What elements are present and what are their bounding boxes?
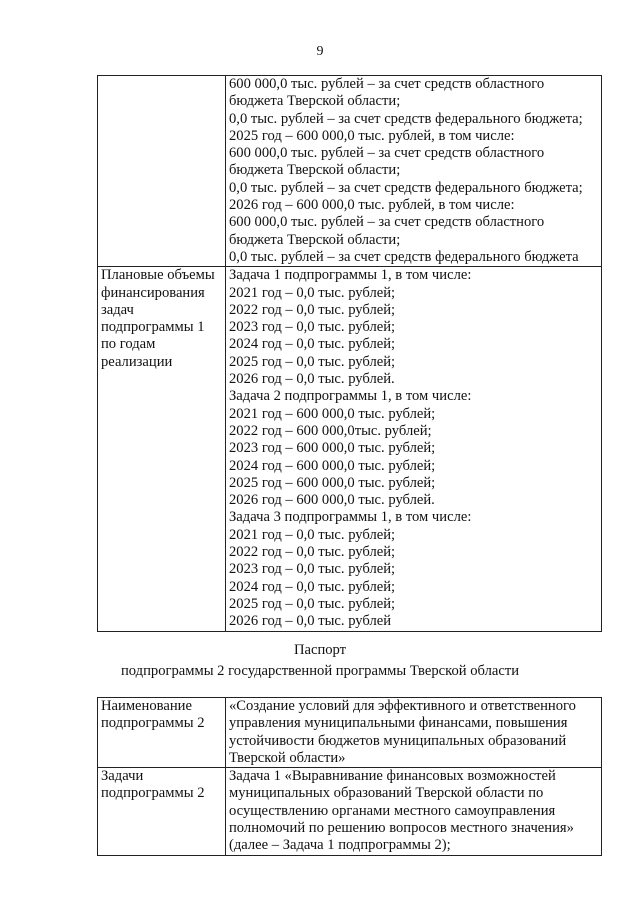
- text-line: Задача 1 «Выравнивание финансовых возможностей: [229, 768, 556, 785]
- passport-title: Паспорт: [293, 642, 347, 658]
- text-line: 2021 год – 600 000,0 тыс. рублей;: [229, 405, 436, 422]
- table-cell-value: [226, 267, 602, 631]
- text-line: Задача 1 подпрограммы 1, в том числе:: [229, 267, 472, 284]
- text-line: 2022 год – 0,0 тыс. рублей;: [229, 301, 396, 318]
- text-line: 2022 год – 0,0 тыс. рублей;: [229, 544, 396, 561]
- label-line: подпрограммы 2: [101, 785, 205, 802]
- table-cell-value: [226, 76, 602, 267]
- text-line: 2026 год – 0,0 тыс. рублей.: [229, 371, 395, 388]
- text-line: устойчивости бюджетов муниципальных образований: [229, 732, 567, 749]
- text-line: Задача 3 подпрограммы 1, в том числе:: [229, 509, 472, 526]
- label-line: финансирования: [101, 284, 205, 301]
- text-line: Тверской области»: [229, 749, 346, 766]
- text-line: 2023 год – 0,0 тыс. рублей;: [229, 319, 396, 336]
- label-line: подпрограммы 1: [101, 319, 205, 336]
- text-line: «Создание условий для эффективного и ответственного: [229, 698, 576, 714]
- text-line: 2025 год – 600 000,0 тыс. рублей;: [229, 474, 436, 491]
- text-line: 600 000,0 тыс. рублей – за счет средств областного: [229, 145, 545, 162]
- table-cell-value: [226, 698, 602, 768]
- label-line: по годам: [101, 336, 156, 353]
- table-row: [98, 76, 602, 267]
- text-line: 0,0 тыс. рублей – за счет средств федерального бюджета: [229, 248, 579, 265]
- text-line: бюджета Тверской области;: [229, 231, 401, 248]
- passport-table: [97, 697, 602, 856]
- financing-table: [97, 75, 602, 632]
- text-line: 2024 год – 0,0 тыс. рублей;: [229, 336, 396, 353]
- text-line: 2025 год – 0,0 тыс. рублей;: [229, 595, 396, 612]
- label-line: реализации: [101, 353, 173, 370]
- text-line: 0,0 тыс. рублей – за счет средств федерального бюджета;: [229, 179, 583, 196]
- table-cell-label: [98, 768, 226, 855]
- text-line: Задача 2 подпрограммы 1, в том числе:: [229, 388, 472, 405]
- text-line: 2021 год – 0,0 тыс. рублей;: [229, 284, 396, 301]
- text-line: 2025 год – 0,0 тыс. рублей;: [229, 353, 396, 370]
- label-line: задач: [101, 301, 134, 318]
- text-line: 2026 год – 600 000,0 тыс. рублей, в том числе:: [229, 197, 515, 214]
- text-line: 2023 год – 0,0 тыс. рублей;: [229, 561, 396, 578]
- text-line: 2025 год – 600 000,0 тыс. рублей, в том числе:: [229, 127, 515, 144]
- text-line: 600 000,0 тыс. рублей – за счет средств областного: [229, 214, 545, 231]
- text-line: 2026 год – 600 000,0 тыс. рублей.: [229, 492, 435, 509]
- passport-subtitle: подпрограммы 2 государственной программы Тверской области: [120, 663, 520, 679]
- text-line: 2022 год – 600 000,0тыс. рублей;: [229, 422, 432, 439]
- table-cell-label: [98, 76, 226, 267]
- text-line: 2023 год – 600 000,0 тыс. рублей;: [229, 440, 436, 457]
- table-row: [98, 768, 602, 855]
- table-cell-value: [226, 768, 602, 855]
- text-line: 2024 год – 0,0 тыс. рублей;: [229, 578, 396, 595]
- text-line: осуществлению органами местного самоуправления: [229, 802, 556, 819]
- table-row: [98, 267, 602, 631]
- label-line: Плановые объемы: [101, 267, 215, 284]
- table-row: [98, 698, 602, 768]
- label-line: Задачи: [101, 768, 144, 785]
- table-cell-label: [98, 267, 226, 631]
- text-line: полномочий по решению вопросов местного значения»: [229, 820, 574, 837]
- label-line: подпрограммы 2: [101, 715, 205, 732]
- text-line: муниципальных образований Тверской области по: [229, 785, 544, 802]
- text-line: бюджета Тверской области;: [229, 162, 401, 179]
- text-line: 0,0 тыс. рублей – за счет средств федерального бюджета;: [229, 110, 583, 127]
- text-line: бюджета Тверской области;: [229, 93, 401, 110]
- text-line: 600 000,0 тыс. рублей – за счет средств областного: [229, 76, 545, 92]
- text-line: 2026 год – 0,0 тыс. рублей: [229, 613, 392, 630]
- text-line: (далее – Задача 1 подпрограммы 2);: [229, 837, 451, 854]
- text-line: 2024 год – 600 000,0 тыс. рублей;: [229, 457, 436, 474]
- label-line: Наименование: [101, 698, 192, 714]
- page-number: 9: [316, 44, 324, 59]
- text-line: управления муниципальными финансами, повышения: [229, 715, 568, 732]
- table-cell-label: [98, 698, 226, 768]
- text-line: 2021 год – 0,0 тыс. рублей;: [229, 526, 396, 543]
